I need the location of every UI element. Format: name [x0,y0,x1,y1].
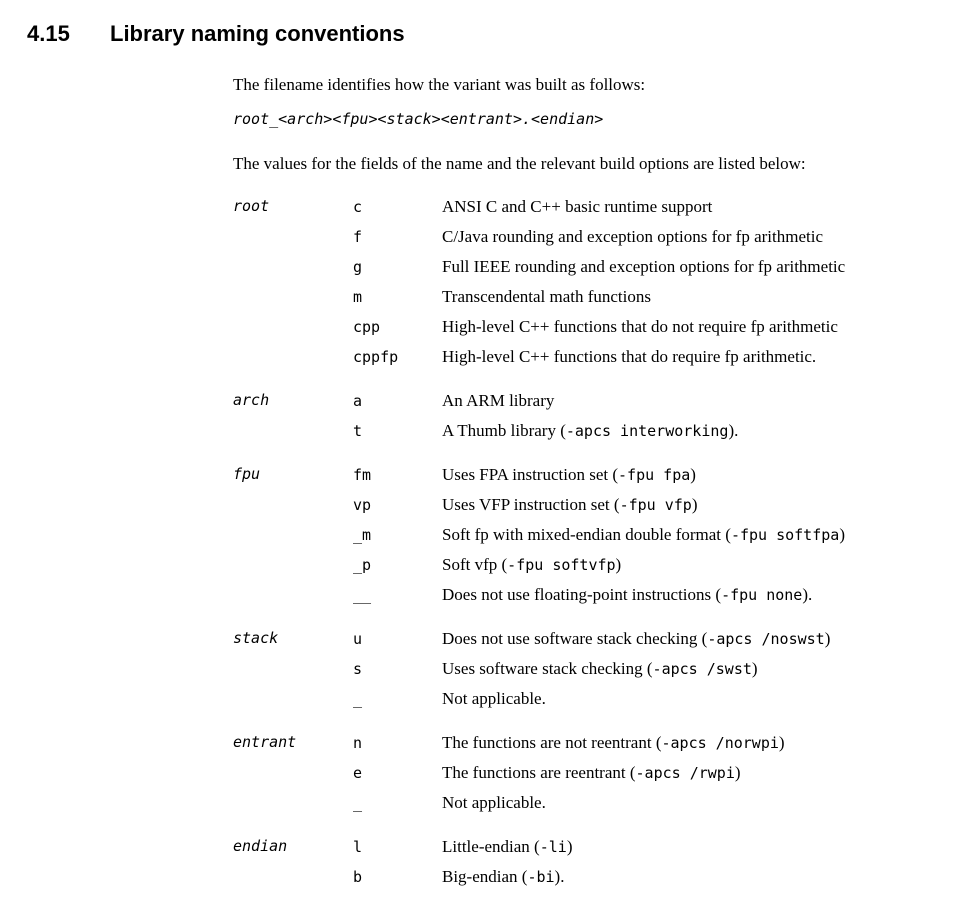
table-row [353,222,941,252]
inline-code: -apcs interworking [565,422,729,440]
field-rows [353,460,941,610]
description-text: Does not use floating-point instructions ( [442,585,722,604]
table-row [353,758,941,788]
table-row [353,460,941,490]
inline-code: -fpu softvfp [507,556,616,574]
field-name: endian [233,837,288,855]
description-text: The functions are reentrant ( [442,763,636,782]
value-description [442,282,941,311]
value-code: vp [353,496,372,514]
table-row [353,550,941,580]
value-code: _m [353,526,372,544]
table-row [353,490,941,520]
description-text: Full IEEE rounding and exception options for fp arithmetic [442,257,846,276]
value-description [442,862,941,892]
value-description [442,520,941,550]
inline-code: -apcs /rwpi [635,764,735,782]
value-code: __ [353,586,372,604]
field-rows [353,192,941,372]
value-code: b [353,868,363,886]
table-row [353,832,941,862]
table-row [353,684,941,714]
description-text: High-level C++ functions that do not require fp arithmetic [442,317,838,336]
field-group [233,832,941,892]
description-text: ) [615,555,622,574]
section-body [233,74,941,892]
value-code: _p [353,556,372,574]
description-text: ) [751,659,758,678]
value-code: n [353,734,363,752]
description-text: ) [691,495,698,514]
value-code: g [353,258,363,276]
description-text: A Thumb library ( [442,421,566,440]
inline-code: -li [539,838,567,856]
field-group [233,728,941,818]
value-description [442,758,941,788]
field-name: arch [233,391,270,409]
table-row [353,862,941,892]
value-code: cppfp [353,348,399,366]
table-row [353,416,941,446]
value-code: cpp [353,318,381,336]
table-row [353,252,941,282]
document-page [0,20,961,903]
value-code: t [353,422,363,440]
field-rows [353,832,941,892]
description-text: Does not use software stack checking ( [442,629,708,648]
inline-code: -fpu softfpa [730,526,840,544]
table-row [353,192,941,222]
inline-code: -fpu none [721,586,803,604]
value-code: a [353,392,363,410]
section-title: Library naming conventions [110,21,405,46]
description-text: Little-endian ( [442,837,540,856]
value-code: _ [353,690,363,708]
table-row [353,580,941,610]
field-name: entrant [233,733,297,751]
fields-intro-paragraph: The values for the fields of the name and the relevant build options are listed below: [233,154,806,173]
section-number: 4.15 [27,21,70,46]
description-text: Uses FPA instruction set ( [442,465,619,484]
value-description [442,728,941,758]
description-text: ) [824,629,831,648]
table-row [353,386,941,416]
inline-code: -bi [527,868,555,886]
table-row [353,312,941,342]
value-description [442,550,941,580]
inline-code: -apcs /noswst [707,630,825,648]
description-text: Uses VFP instruction set ( [442,495,620,514]
filename-pattern: root_<arch><fpu><stack><entrant>.<endian> [233,110,604,128]
field-rows [353,624,941,714]
value-description [442,460,941,490]
description-text: ). [802,585,813,604]
value-description [442,416,941,446]
description-text: Not applicable. [442,689,546,708]
value-description [442,490,941,520]
fields-table [233,192,941,892]
field-name: stack [233,629,279,647]
inline-code: -fpu vfp [619,496,692,514]
value-code: c [353,198,363,216]
field-name: root [233,197,270,215]
value-description [442,192,941,221]
description-text: High-level C++ functions that do require fp arithmetic. [442,347,817,366]
description-text: Transcendental math functions [442,287,651,306]
description-text: Big-endian ( [442,867,528,886]
table-row [353,520,941,550]
description-text: ) [778,733,785,752]
field-rows [353,386,941,446]
description-text: C/Java rounding and exception options for fp arithmetic [442,227,823,246]
table-row [353,342,941,372]
value-description [442,684,941,713]
description-text: Uses software stack checking ( [442,659,653,678]
description-text: ) [734,763,741,782]
value-code: _ [353,794,363,812]
value-code: m [353,288,363,306]
value-description [442,788,941,817]
description-text: ) [690,465,696,484]
table-row [353,728,941,758]
table-row [353,624,941,654]
field-rows [353,728,941,818]
description-text: ). [728,421,739,440]
inline-code: -apcs /swst [652,660,752,678]
description-text: Not applicable. [442,793,546,812]
value-description [442,252,941,281]
field-group [233,460,941,610]
value-code: fm [353,466,372,484]
value-description [442,654,941,684]
value-code: u [353,630,363,648]
inline-code: -fpu fpa [618,466,691,484]
value-code: f [353,228,363,246]
intro-paragraph: The filename identifies how the variant was built as follows: [233,75,646,94]
field-group [233,386,941,446]
value-description [442,312,941,341]
field-group [233,624,941,714]
value-code: s [353,660,363,678]
value-description [442,386,941,415]
description-text: Soft vfp ( [442,555,508,574]
value-code: l [353,838,363,856]
value-description [442,832,941,862]
section-heading [27,20,961,47]
description-text: The functions are not reentrant ( [442,733,662,752]
value-description [442,222,941,251]
table-row [353,282,941,312]
inline-code: -apcs /norwpi [661,734,779,752]
description-text: Soft fp with mixed-endian double format ( [442,525,731,544]
description-text: ). [554,867,565,886]
description-text: An ARM library [442,391,555,410]
value-code: e [353,764,363,782]
description-text: ) [839,525,845,544]
value-description [442,580,941,610]
value-description [442,624,941,654]
table-row [353,788,941,818]
field-name: fpu [233,465,261,483]
description-text: ) [566,837,573,856]
table-row [353,654,941,684]
field-group [233,192,941,372]
description-text: ANSI C and C++ basic runtime support [442,197,713,216]
value-description [442,342,941,371]
